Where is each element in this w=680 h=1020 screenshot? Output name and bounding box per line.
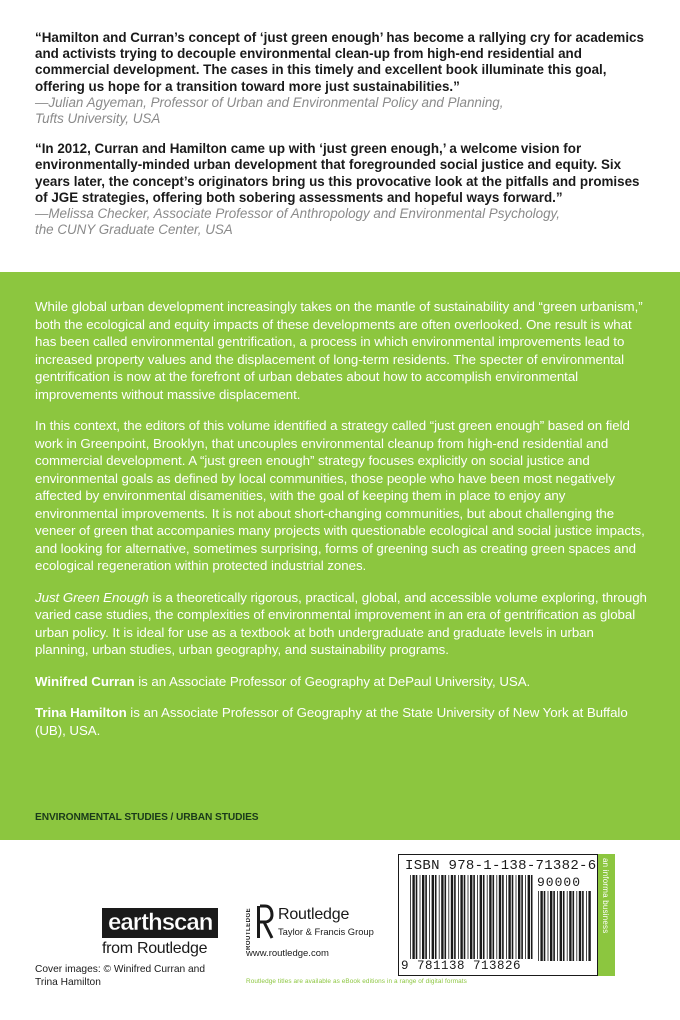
quote-attribution-affiliation: the CUNY Graduate Center, USA xyxy=(35,222,233,238)
barcode-addon-icon xyxy=(537,891,593,961)
subject-category: ENVIRONMENTAL STUDIES / URBAN STUDIES xyxy=(35,812,259,823)
quote-text: “In 2012, Curran and Hamilton came up with ‘just green enough,’ a welcome vision for environmentally-minded urban development that foregrounded social justice and equity. Six years later, the concept’s originators bring us this provocative look at the pitfalls and promises of JGE strategies, offering both sobering assessments and hopeful ways forward.” xyxy=(35,141,640,205)
ebook-note: Routledge titles are available as eBook editions in a range of digital formats xyxy=(246,978,467,985)
quote-attribution: —Melissa Checker, Associate Professor of Anthropology and Environmental Psychology, xyxy=(35,206,560,222)
barcode-icon xyxy=(409,875,533,959)
description-text: is a theoretically rigorous, practical, global, and accessible volume exploring, through varied case studies, the complexities of environmental improvement in an era of gentrification as global urban policy. It is ideal for use as a textbook at both undergraduate and graduate levels in urban planning, urban studies, urban geography, and sustainability programs. xyxy=(35,589,647,657)
routledge-name: Routledge xyxy=(278,906,350,923)
back-cover-footer xyxy=(0,840,680,1020)
isbn-barcode xyxy=(398,854,598,976)
quote-text: “Hamilton and Curran’s concept of ‘just green enough’ has become a rallying cry for academics and activists trying to decouple environmental clean-up from high-end residential and commercial development. The cases in this timely and excellent book illuminate this goal, offering us hope for a transition toward more just sustainabilities.” xyxy=(35,30,644,94)
author-bio xyxy=(35,704,650,739)
author-bio-text: is an Associate Professor of Geography at the State University of New York at Buffalo (UB), USA. xyxy=(35,705,628,738)
endorsements-section xyxy=(0,0,680,272)
author-name: Trina Hamilton xyxy=(35,705,127,720)
author-bio xyxy=(35,673,650,691)
price-code: 90000 xyxy=(537,875,582,890)
earthscan-wordmark: earthscan xyxy=(102,908,218,938)
description-paragraph: In this context, the editors of this volume identified a strategy called “just green enough” based on field work in Greenpoint, Brooklyn, that uncouples environmental cleanup from high-end residential and commercial development. A “just green enough” strategy focuses explicitly on social justice and environmental goals as defined by local communities, those people who have been most negatively affected by environmental disamenities, with the goal of keeping them in place to enjoy any environmental improvements. It is not about short-changing communities, but about challenging the veneer of green that accompanies many projects with questionable ecological and social justice impacts, and looking for alternative, sometimes surprising, forms of greening such as creating green spaces and ecological regeneration within protected industrial zones. xyxy=(35,418,645,573)
informa-text: an informa business xyxy=(601,858,610,934)
description-paragraph: While global urban development increasingly takes on the mantle of sustainability and “green urbanism,” both the ecological and equity impacts of these developments are often overlooked. One result is what has been called environmental gentrification, a process in which environmental improvements lead to increased property values and the displacement of long-term residents. The specter of environmental gentrification is now at the forefront of urban debates about how to accomplish environmental improvements without massive displacement. xyxy=(35,299,643,402)
quote-attribution-affiliation: Tufts University, USA xyxy=(35,111,161,127)
endorsement-quote xyxy=(35,141,650,238)
routledge-r-icon xyxy=(256,904,274,940)
quote-attribution: —Julian Agyeman, Professor of Urban and Environmental Policy and Planning, xyxy=(35,94,504,110)
endorsement-quote xyxy=(35,30,650,127)
publisher-url: www.routledge.com xyxy=(246,948,329,959)
author-name: Winifred Curran xyxy=(35,673,135,689)
book-title: Just Green Enough xyxy=(35,589,149,605)
barcode-digits: 9 781138 713826 xyxy=(401,959,522,973)
routledge-vertical-text: ROUTLEDGE xyxy=(246,907,252,950)
author-bio-text: is an Associate Professor of Geography at DePaul University, USA. xyxy=(134,673,531,689)
earthscan-from-routledge: from Routledge xyxy=(102,940,208,957)
earthscan-logo xyxy=(102,908,224,958)
routledge-group: Taylor & Francis Group xyxy=(278,926,374,937)
cover-credit: Cover images: © Winifred Curran and Trina Hamilton xyxy=(35,964,206,988)
routledge-logo xyxy=(246,904,386,954)
isbn-number: ISBN 978-1-138-71382-6 xyxy=(405,858,597,874)
description-panel xyxy=(0,272,680,840)
description-paragraph xyxy=(35,589,650,659)
